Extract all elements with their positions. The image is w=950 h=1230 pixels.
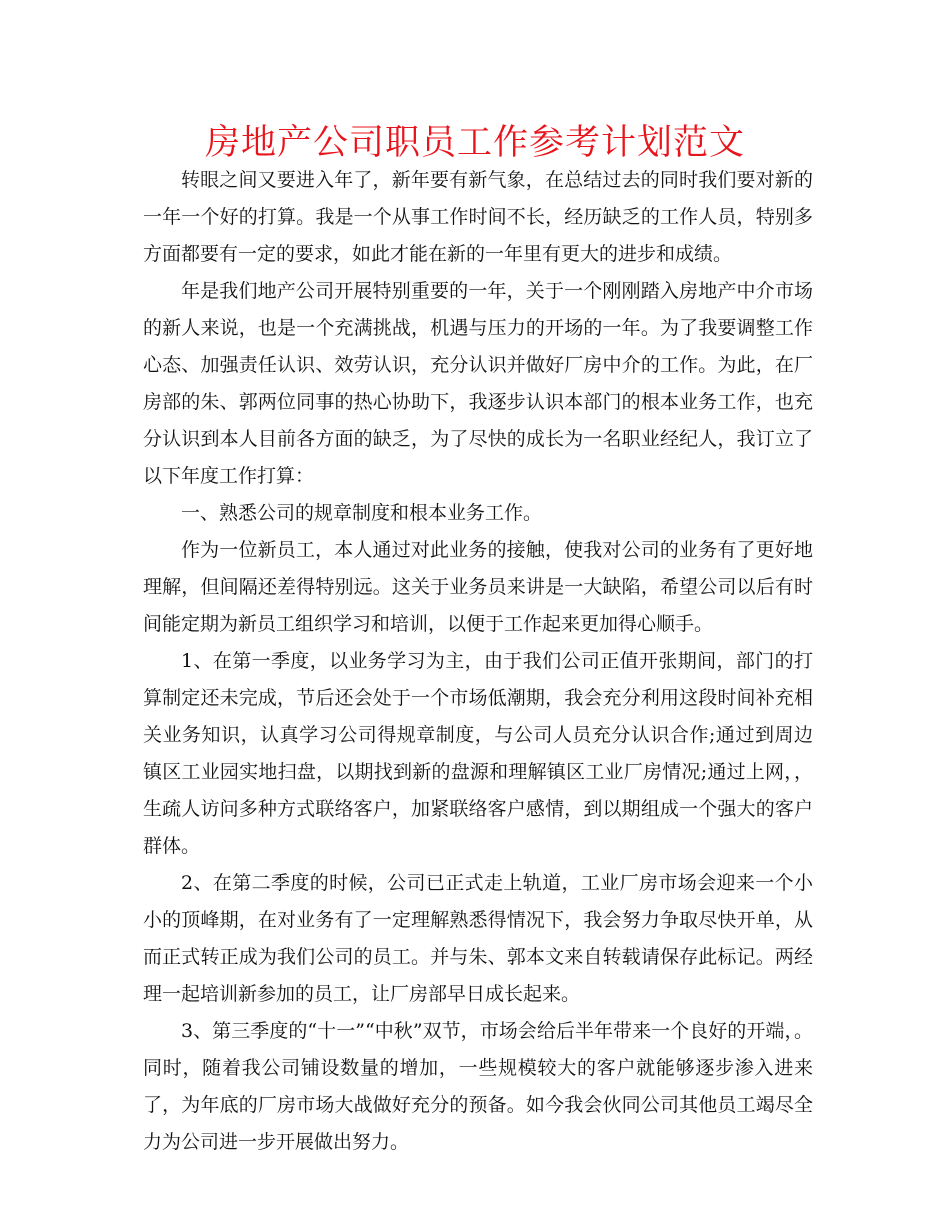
section-heading: 一、熟悉公司的规章制度和根本业务工作。 — [181, 502, 543, 524]
paragraph: 2、在第二季度的时候，公司已正式走上轨道，工业厂房市场会迎来一个小小的顶峰期，在对业务有了一定理解熟悉得情况下，我会努力争取尽快开单，从而正式转正成为我们公司的员工。并与朱、郭本文来自转载请保存此标记。两经理一起培训新参加的员工，让厂房部早日成长起来。 — [143, 872, 813, 1005]
paragraph: 作为一位新员工，本人通过对此业务的接触，使我对公司的业务有了更好地理解，但间隔还差得特别远。这关于业务员来讲是一大缺陷，希望公司以后有时间能定期为新员工组织学习和培训，以便于工作起来更加得心顺手。 — [143, 539, 813, 635]
paragraph: 年是我们地产公司开展特别重要的一年，关于一个刚刚踏入房地产中介市场的新人来说，也是一个充满挑战，机遇与压力的开场的一年。为了我要调整工作心态、加强责任认识、效劳认识，充分认识并做好厂房中介的工作。为此，在厂房部的朱、郭两位同事的热心协助下，我逐步认识本部门的根本业务工作，也充分认识到本人目前各方面的缺乏，为了尽快的成长为一名职业经纪人，我订立了以下年度工作打算： — [143, 280, 813, 487]
document-body — [143, 162, 813, 1161]
paragraph: 1、在第一季度，以业务学习为主，由于我们公司正值开张期间，部门的打算制定还未完成，节后还会处于一个市场低潮期，我会充分利用这段时间补充相关业务知识，认真学习公司得规章制度，与公司人员充分认识合作;通过到周边镇区工业园实地扫盘，以期找到新的盘源和理解镇区工业厂房情况;通过上网，，生疏人访问多种方式联络客户，加紧联络客户感情，到以期组成一个强大的客户群体。 — [143, 650, 813, 857]
document-title: 房地产公司职员工作参考计划范文 — [204, 123, 745, 163]
paragraph: 转眼之间又要进入年了，新年要有新气象，在总结过去的同时我们要对新的一年一个好的打算。我是一个从事工作时间不长，经历缺乏的工作人员，特别多方面都要有一定的要求，如此才能在新的一年里有更大的进步和成绩。 — [143, 169, 813, 265]
paragraph: 3、第三季度的“十一”“中秋”双节，市场会给后半年带来一个良好的开端，。同时，随着我公司铺设数量的增加，一些规模较大的客户就能够逐步渗入进来了，为年底的厂房市场大战做好充分的预备。如今我会伙同公司其他员工竭尽全力为公司进一步开展做出努力。 — [143, 1020, 813, 1153]
